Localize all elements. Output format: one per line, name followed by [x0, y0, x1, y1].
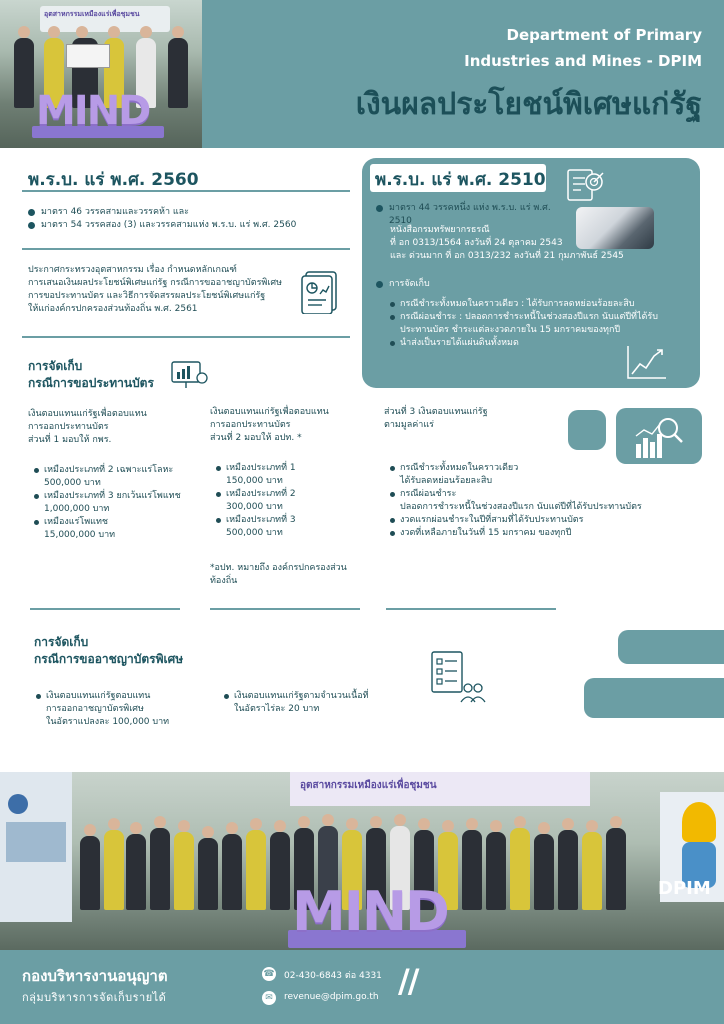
license-title-line1: การจัดเก็บ: [34, 635, 89, 649]
section-rule: [210, 608, 360, 610]
act2560-rule: [22, 190, 350, 192]
section-rule: [30, 608, 180, 610]
person-figure: [582, 832, 602, 910]
dpim-brand: DPIM: [658, 878, 711, 899]
license-title-line2: กรณีการขออาชญาบัตรพิเศษ: [34, 652, 184, 666]
payment-item: งวดแรกผ่อนชำระในปีที่สามที่ได้รับประทานบัตร: [388, 514, 708, 527]
email-icon: ✉: [262, 991, 276, 1005]
col-head-line: ส่วนที่ 1 มอบให้ กพร.: [28, 435, 112, 445]
concession-title: [28, 358, 154, 392]
col-head-line: เงินตอบแทนแก่รัฐเพื่อตอบแทน: [28, 409, 147, 419]
footer-sub: กลุ่มบริหารการจัดเก็บรายได้: [22, 991, 167, 1004]
phone-icon: ☎: [263, 969, 275, 979]
col-head-line: ตามมูลค่าแร่: [384, 420, 434, 430]
person-figure: [168, 38, 188, 108]
person-figure: [534, 834, 554, 910]
stage-banner-text: อุตสาหกรรมเหมืองแร่เพื่อชุมชน: [300, 780, 437, 791]
letter-line: หนังสือกรมทรัพยากรธรณี: [390, 225, 490, 235]
announcement-line: ประกาศกระทรวงอุตสาหกรรม เรื่อง กำหนดหลักเกณฑ์: [28, 265, 237, 275]
person-figure: [14, 38, 34, 108]
act2560-sections: [28, 206, 348, 232]
concession-col1-head: [28, 408, 198, 447]
payment-detail: ได้รับลดหย่อนร้อยละสิบ: [400, 476, 493, 486]
collect-title: การจัดเก็บ: [376, 278, 576, 291]
mascot-helmet-icon: [682, 802, 716, 842]
fee-amount: 500,000 บาท: [44, 478, 101, 488]
header-photo: [0, 0, 202, 148]
person-figure: [246, 830, 266, 910]
note-line: ท้องถิ่น: [210, 576, 238, 586]
concession-col2-list: [214, 462, 374, 540]
payment-item: งวดที่เหลือภายในวันที่ 15 มกราคม ของทุกปี: [388, 527, 708, 540]
license-col1: [34, 690, 204, 729]
col-head-line: เงินตอบแทนแก่รัฐเพื่อตอบแทน: [210, 407, 329, 417]
footer-group-photo: [0, 772, 724, 950]
header-photo-banner-text: อุตสาหกรรมเหมืองแร่เพื่อชุมชน: [44, 10, 140, 18]
analytics-magnifier-icon: [634, 414, 686, 462]
col-head-line: ส่วนที่ 2 มอบให้ อปท. *: [210, 433, 302, 443]
concession-col2-note: [210, 562, 370, 588]
right-banner: [660, 792, 724, 902]
footer-phone[interactable]: 02-430-6843 ต่อ 4331: [284, 971, 382, 981]
license-title: [34, 634, 183, 668]
license-col2: [222, 690, 392, 716]
fee-item: เหมืองประเภทที่ 2 เฉพาะแร่โลหะ: [32, 464, 202, 477]
mind-logo: MIND: [36, 88, 150, 134]
license-fee-detail: ในอัตราแปลงละ 100,000 บาท: [46, 717, 170, 727]
footer-org: กองบริหารงานอนุญาต: [22, 967, 168, 985]
decor-block: [618, 630, 724, 664]
act2560-rule-2: [22, 248, 350, 250]
document-chart-icon: [300, 270, 342, 314]
person-figure: [270, 832, 290, 910]
announcement-line: ให้แก่องค์กรปกครองส่วนท้องถิ่น พ.ศ. 2561: [28, 304, 198, 314]
fee-amount: 150,000 บาท: [226, 476, 283, 486]
person-figure: [462, 830, 482, 910]
fee-item: เหมืองประเภทที่ 3 ยกเว้นแร่โพแทช: [32, 490, 202, 503]
act2510-collect-title: [376, 278, 576, 291]
ceremonial-check: [66, 44, 110, 68]
growth-chart-icon: [624, 342, 668, 382]
person-figure: [126, 834, 146, 910]
concession-col1-list: [32, 464, 202, 542]
act2510-section-item: มาตรา 44 วรรคหนึ่ง แห่ง พ.ร.บ. แร่ พ.ศ. 2510: [376, 202, 576, 228]
fee-item: เหมืองประเภทที่ 1: [214, 462, 374, 475]
announcement-line: การเสนอเงินผลประโยชน์พิเศษแก่รัฐ กรณีการขออาชญาบัตรพิเศษ: [28, 278, 283, 288]
collect-item: กรณีชำระทั้งหมดในคราวเดียว : ได้รับการลดหย่อนร้อยละสิบ: [388, 298, 688, 311]
collect-item-continued: ประทานบัตร ชำระแต่ละงวดภายใน 15 มกราคมของทุกปี: [400, 325, 621, 335]
section-rule: [386, 608, 556, 610]
presentation-board-icon: [170, 360, 210, 390]
header-title-th: เงินผลประโยชน์พิเศษแก่รัฐ: [355, 87, 702, 122]
person-figure: [222, 834, 242, 910]
announcement-line: การขอประทานบัตร และวิธีการจัดสรรผลประโยชน์พิเศษแก่รัฐ: [28, 291, 266, 301]
payment-detail: ปลอดการชำระหนี้ในช่วงสองปีแรก นับแต่ปีที่ได้รับประทานบัตร: [400, 502, 642, 512]
person-figure: [486, 832, 506, 910]
person-figure: [510, 828, 530, 910]
divider-slashes-icon: //: [398, 962, 418, 1000]
person-figure: [558, 830, 578, 910]
person-figure: [104, 830, 124, 910]
person-figure: [606, 828, 626, 910]
act2510-letters: [390, 224, 660, 263]
decor-block: [584, 678, 724, 718]
act2560-rule-3: [22, 336, 350, 338]
concession-title-line1: การจัดเก็บ: [28, 359, 83, 373]
license-fee-detail: การออกอาชญาบัตรพิเศษ: [46, 704, 144, 714]
fee-amount: 300,000 บาท: [226, 502, 283, 512]
act2560-section-item: มาตรา 46 วรรคสามและวรรคห้า และ: [28, 206, 348, 219]
checklist-team-icon: [430, 650, 490, 706]
banner-image: [6, 822, 66, 862]
payment-item: กรณีผ่อนชำระ: [388, 488, 708, 501]
col-head-line: การออกประทานบัตร: [210, 420, 291, 430]
mind-logo: MIND: [292, 880, 448, 943]
header-title-en-line1: Department of Primary: [506, 26, 702, 44]
license-fee-detail: ในอัตราไร่ละ 20 บาท: [234, 704, 320, 714]
concession-col3-list: [388, 462, 708, 540]
header-title-en: [402, 22, 702, 74]
payment-item: กรณีชำระทั้งหมดในคราวเดียว: [388, 462, 708, 475]
fee-amount: 500,000 บาท: [226, 528, 283, 538]
col-head-line: การออกประทานบัตร: [28, 422, 109, 432]
act2510-title: พ.ร.บ. แร่ พ.ศ. 2510: [375, 170, 546, 190]
letter-line: และ ด่วนมาก ที่ อก 0313/232 ลงวันที่ 21 กุมภาพันธ์ 2545: [390, 251, 624, 261]
license-fee-item: เงินตอบแทนแก่รัฐตอบแทน: [34, 690, 204, 703]
note-line: *อปท. หมายถึง องค์กรปกครองส่วน: [210, 563, 347, 573]
person-figure: [150, 828, 170, 910]
fee-item: เหมืองประเภทที่ 2: [214, 488, 374, 501]
concession-col2-head: [210, 406, 380, 445]
concession-title-line2: กรณีการขอประทานบัตร: [28, 376, 154, 390]
stage-banner: [290, 772, 590, 806]
fee-amount: 15,000,000 บาท: [44, 530, 116, 540]
letter-line: ที่ อก 0313/1564 ลงวันที่ 24 ตุลาคม 2543: [390, 238, 563, 248]
fee-item: เหมืองแร่โพแทช: [32, 516, 202, 529]
concession-col3-head: [384, 406, 554, 432]
person-figure: [80, 836, 100, 910]
header-title-en-line2: Industries and Mines - DPIM: [464, 52, 702, 70]
footer-email[interactable]: revenue@dpim.go.th: [284, 992, 379, 1002]
target-checklist-icon: [566, 166, 606, 202]
person-figure: [198, 838, 218, 910]
act2560-section-item: มาตรา 54 วรรคสอง (3) และวรรคสามแห่ง พ.ร.บ. แร่ พ.ศ. 2560: [28, 219, 348, 232]
license-fee-item: เงินตอบแทนแก่รัฐตามจำนวนเนื้อที่: [222, 690, 392, 703]
emblem-icon: [8, 794, 28, 814]
left-banner: [0, 772, 72, 922]
announcement-text: [28, 264, 308, 316]
act2560-title: พ.ร.บ. แร่ พ.ศ. 2560: [28, 170, 199, 190]
decor-block: [568, 410, 606, 450]
collect-item: นำส่งเป็นรายได้แผ่นดินทั้งหมด: [388, 337, 688, 350]
fee-item: เหมืองประเภทที่ 3: [214, 514, 374, 527]
person-figure: [174, 832, 194, 910]
fee-amount: 1,000,000 บาท: [44, 504, 110, 514]
col-head-line: ส่วนที่ 3 เงินตอบแทนแก่รัฐ: [384, 407, 488, 417]
collect-item: กรณีผ่อนชำระ : ปลอดการชำระหนี้ในช่วงสองปีแรก นับแต่ปีที่ได้รับ: [388, 311, 688, 324]
